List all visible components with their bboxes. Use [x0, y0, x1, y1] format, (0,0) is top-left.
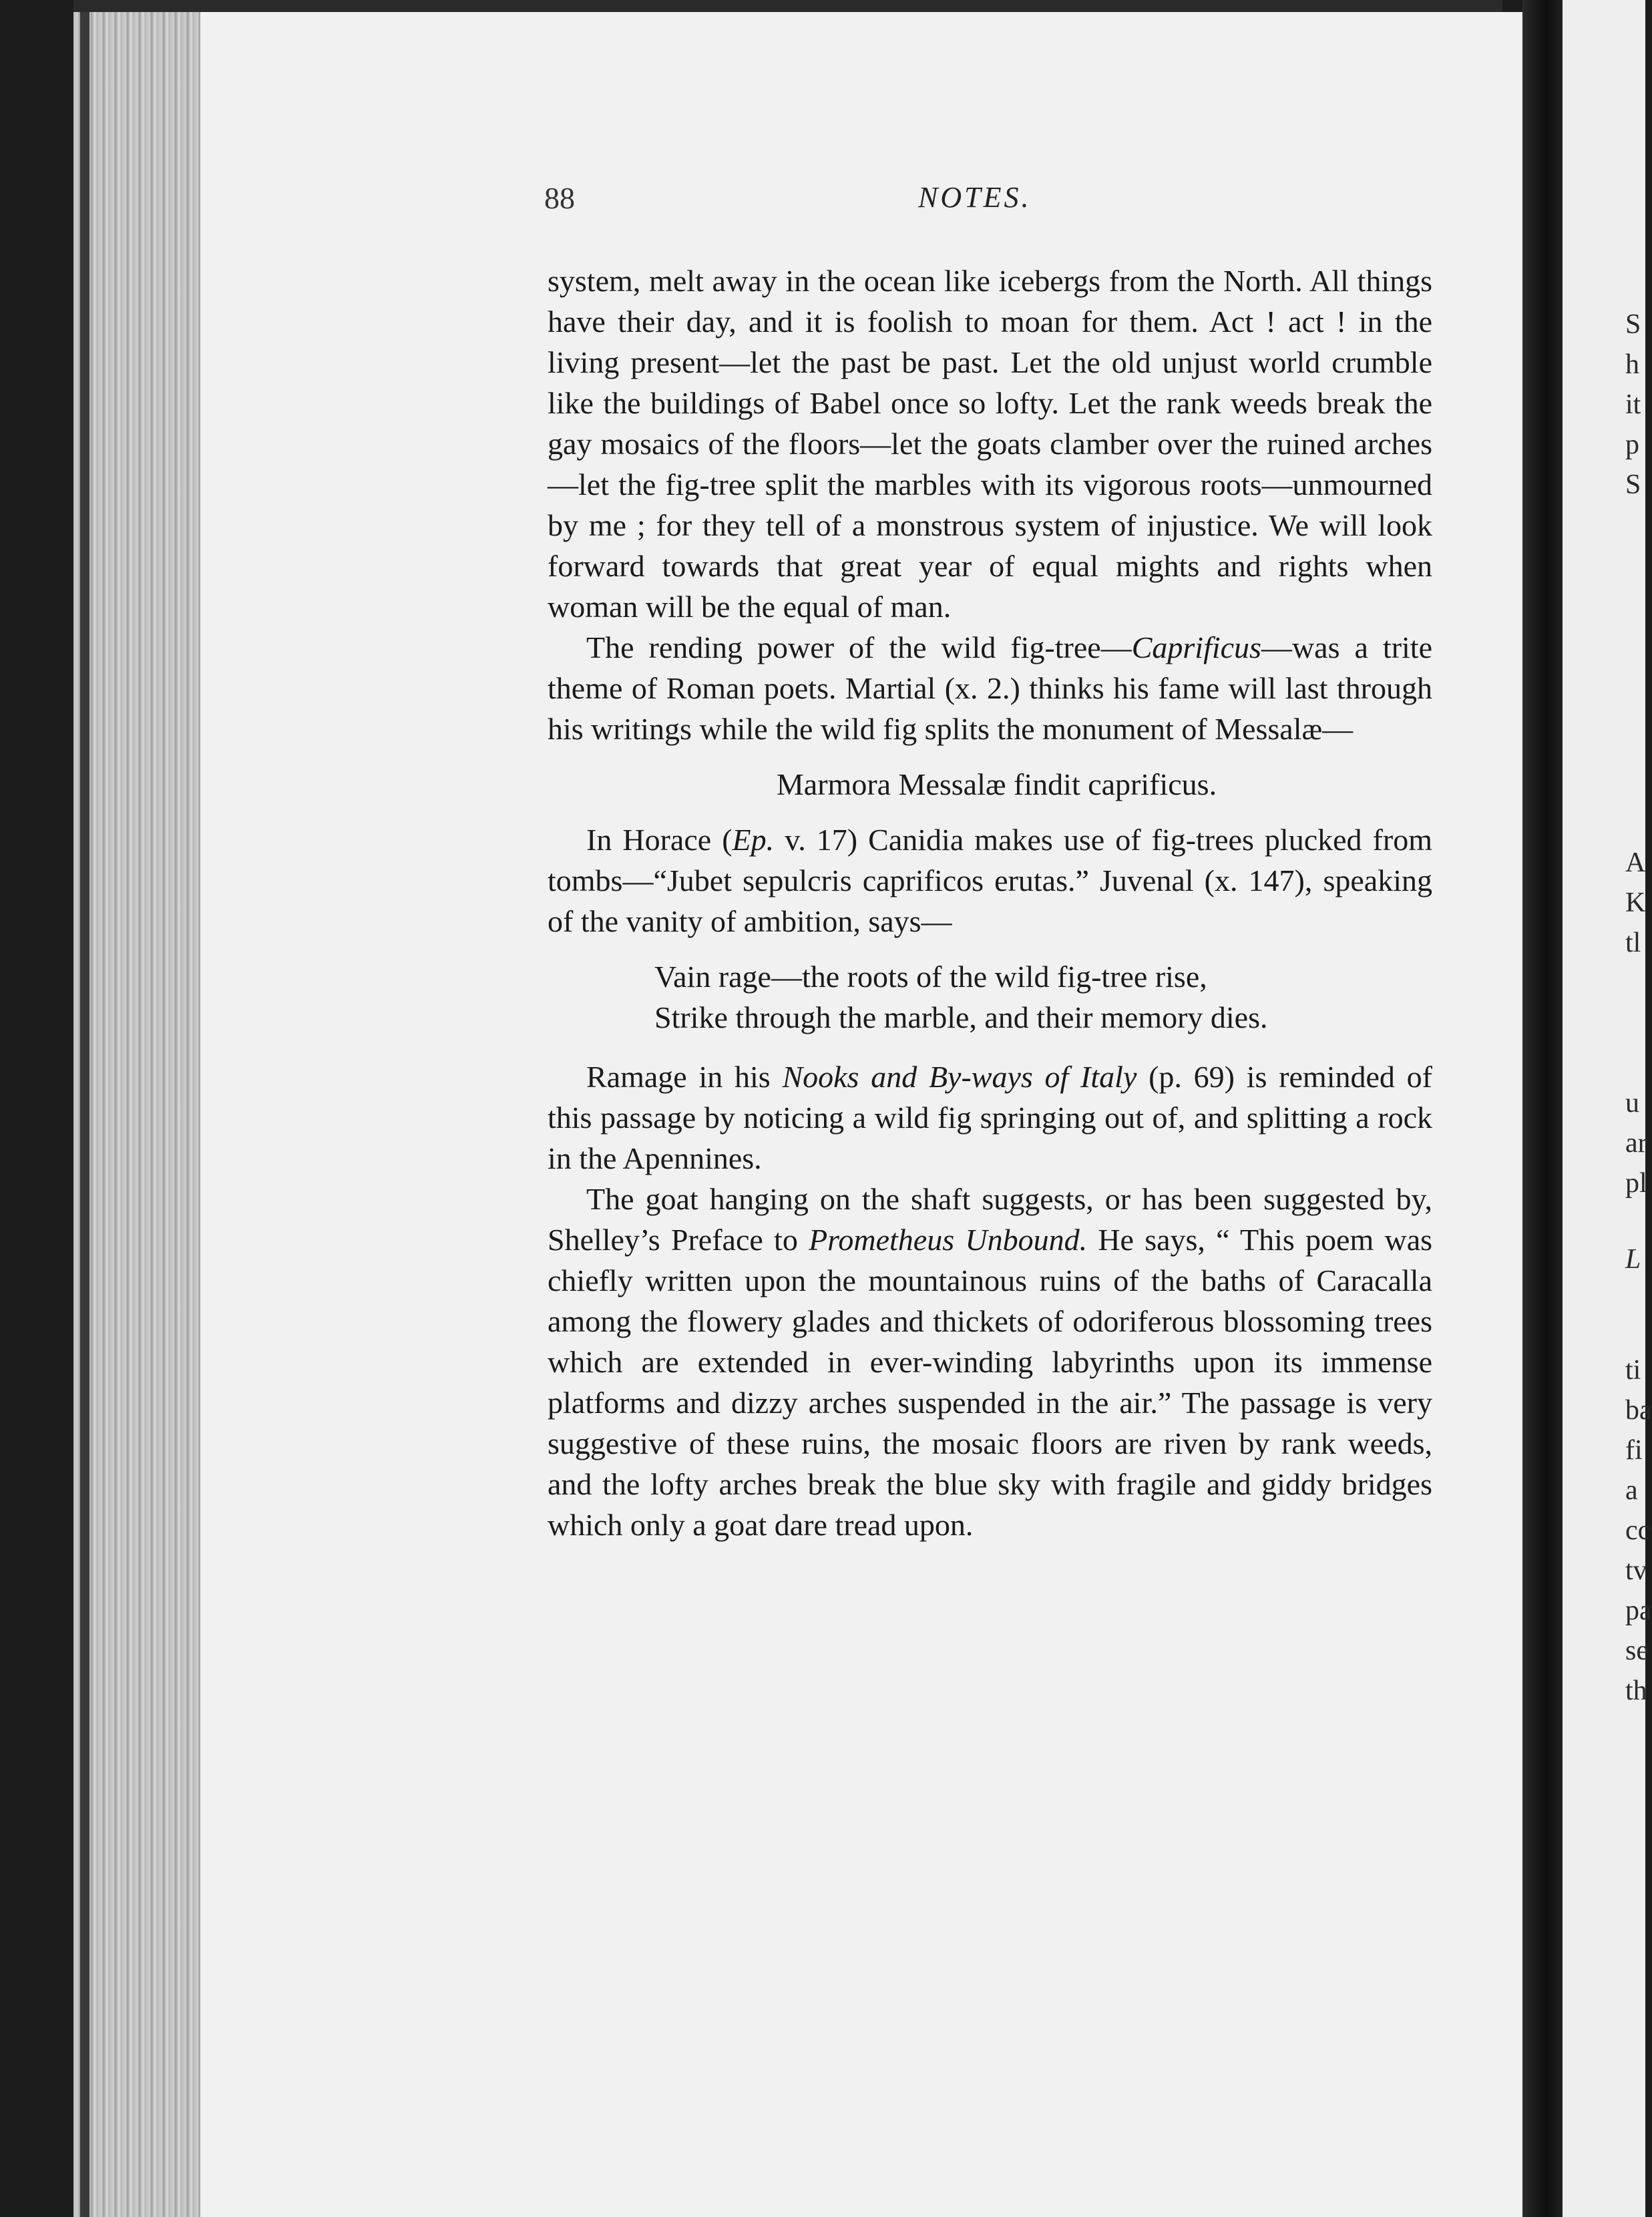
book-top-edge [73, 0, 1502, 12]
facing-fragment: cc [1625, 1515, 1651, 1546]
verse-line: Strike through the marble, and their memory dies. [654, 1000, 1268, 1034]
facing-fragment: se [1625, 1635, 1649, 1666]
facing-fragment: S [1625, 469, 1641, 500]
facing-fragment: ti [1625, 1355, 1641, 1386]
verse-quotation [548, 956, 1432, 1038]
paragraph: Ramage in his Nooks and By-ways of Italy (p. 69) is reminded of this passage by noticing a wild fig springing out of, and splitting a rock in the Apennines. [548, 1060, 1432, 1175]
facing-fragment: it [1625, 389, 1641, 420]
paragraph: system, melt away in the ocean like icebergs from the North. All things have their day, and it is foolish to moan for them. Act ! act ! in the living present—let the past be past. Let the old unjust world crumble like the buildings of Babel once so lofty. Let the rank weeds break the gay mosaics of the floors—let the goats clamber over the ruined arches—let the fig-tree split the marbles with its vigorous roots—unmourned by me ; for they tell of a monstrous system of injustice. We will look forward towards that great year of equal mights and rights when woman will be the equal of man. [548, 264, 1432, 624]
paragraph: The rending power of the wild fig-tree—Caprificus—was a trite theme of Roman poets. Martial (x. 2.) thinks his fame will last through his writings while the wild fig splits the monument of Messalæ— [548, 630, 1433, 746]
facing-fragment: h [1625, 349, 1639, 380]
page-body [548, 260, 1432, 1545]
facing-fragment: pl [1625, 1168, 1647, 1199]
page-header [544, 180, 1432, 220]
facing-fragment: u [1625, 1088, 1639, 1119]
facing-fragment: tv [1625, 1555, 1647, 1586]
facing-fragment: ar [1625, 1128, 1647, 1159]
facing-fragment: pa [1625, 1595, 1652, 1626]
latin-quotation: Marmora Messalæ findit caprificus. [776, 767, 1217, 801]
facing-fragment: A [1625, 847, 1646, 878]
running-head: NOTES. [918, 181, 1032, 214]
facing-fragment: ba [1625, 1395, 1652, 1426]
page-number: 88 [544, 181, 575, 215]
book-edge-shadow [80, 0, 89, 2217]
facing-fragment: S [1625, 309, 1641, 340]
facing-fragment: tl [1625, 928, 1641, 958]
verse-line: Vain rage—the roots of the wild fig-tree rise, [654, 960, 1207, 994]
facing-fragment: p [1625, 429, 1639, 460]
book-gutter [1522, 0, 1563, 2217]
facing-fragment: K [1625, 887, 1646, 918]
facing-fragment: L [1625, 1244, 1641, 1275]
paragraph: The goat hanging on the shaft suggests, or has been suggested by, Shelley’s Preface to Prometheus Unbound. He says, “ This poem was chiefly written upon the mountainous ruins of the baths of Caracalla among the flowery glades and thickets of odoriferous blossoming trees which are extended in ever-winding labyrinths upon its immense platforms and dizzy arches suspended in the air.” The passage is very suggestive of these ruins, the mosaic floors are riven by rank weeds, and the lofty arches break the blue sky with fragile and giddy bridges which only a goat dare tread upon. [548, 1182, 1433, 1542]
paragraph: In Horace (Ep. v. 17) Canidia makes use of fig-trees plucked from tombs—“Jubet sepulcris caprificos erutas.” Juvenal (x. 147), speaking of the vanity of ambition, says— [548, 823, 1432, 938]
facing-fragment: th [1625, 1675, 1647, 1706]
facing-fragment: fi [1625, 1435, 1643, 1466]
facing-fragment: a [1625, 1475, 1638, 1506]
